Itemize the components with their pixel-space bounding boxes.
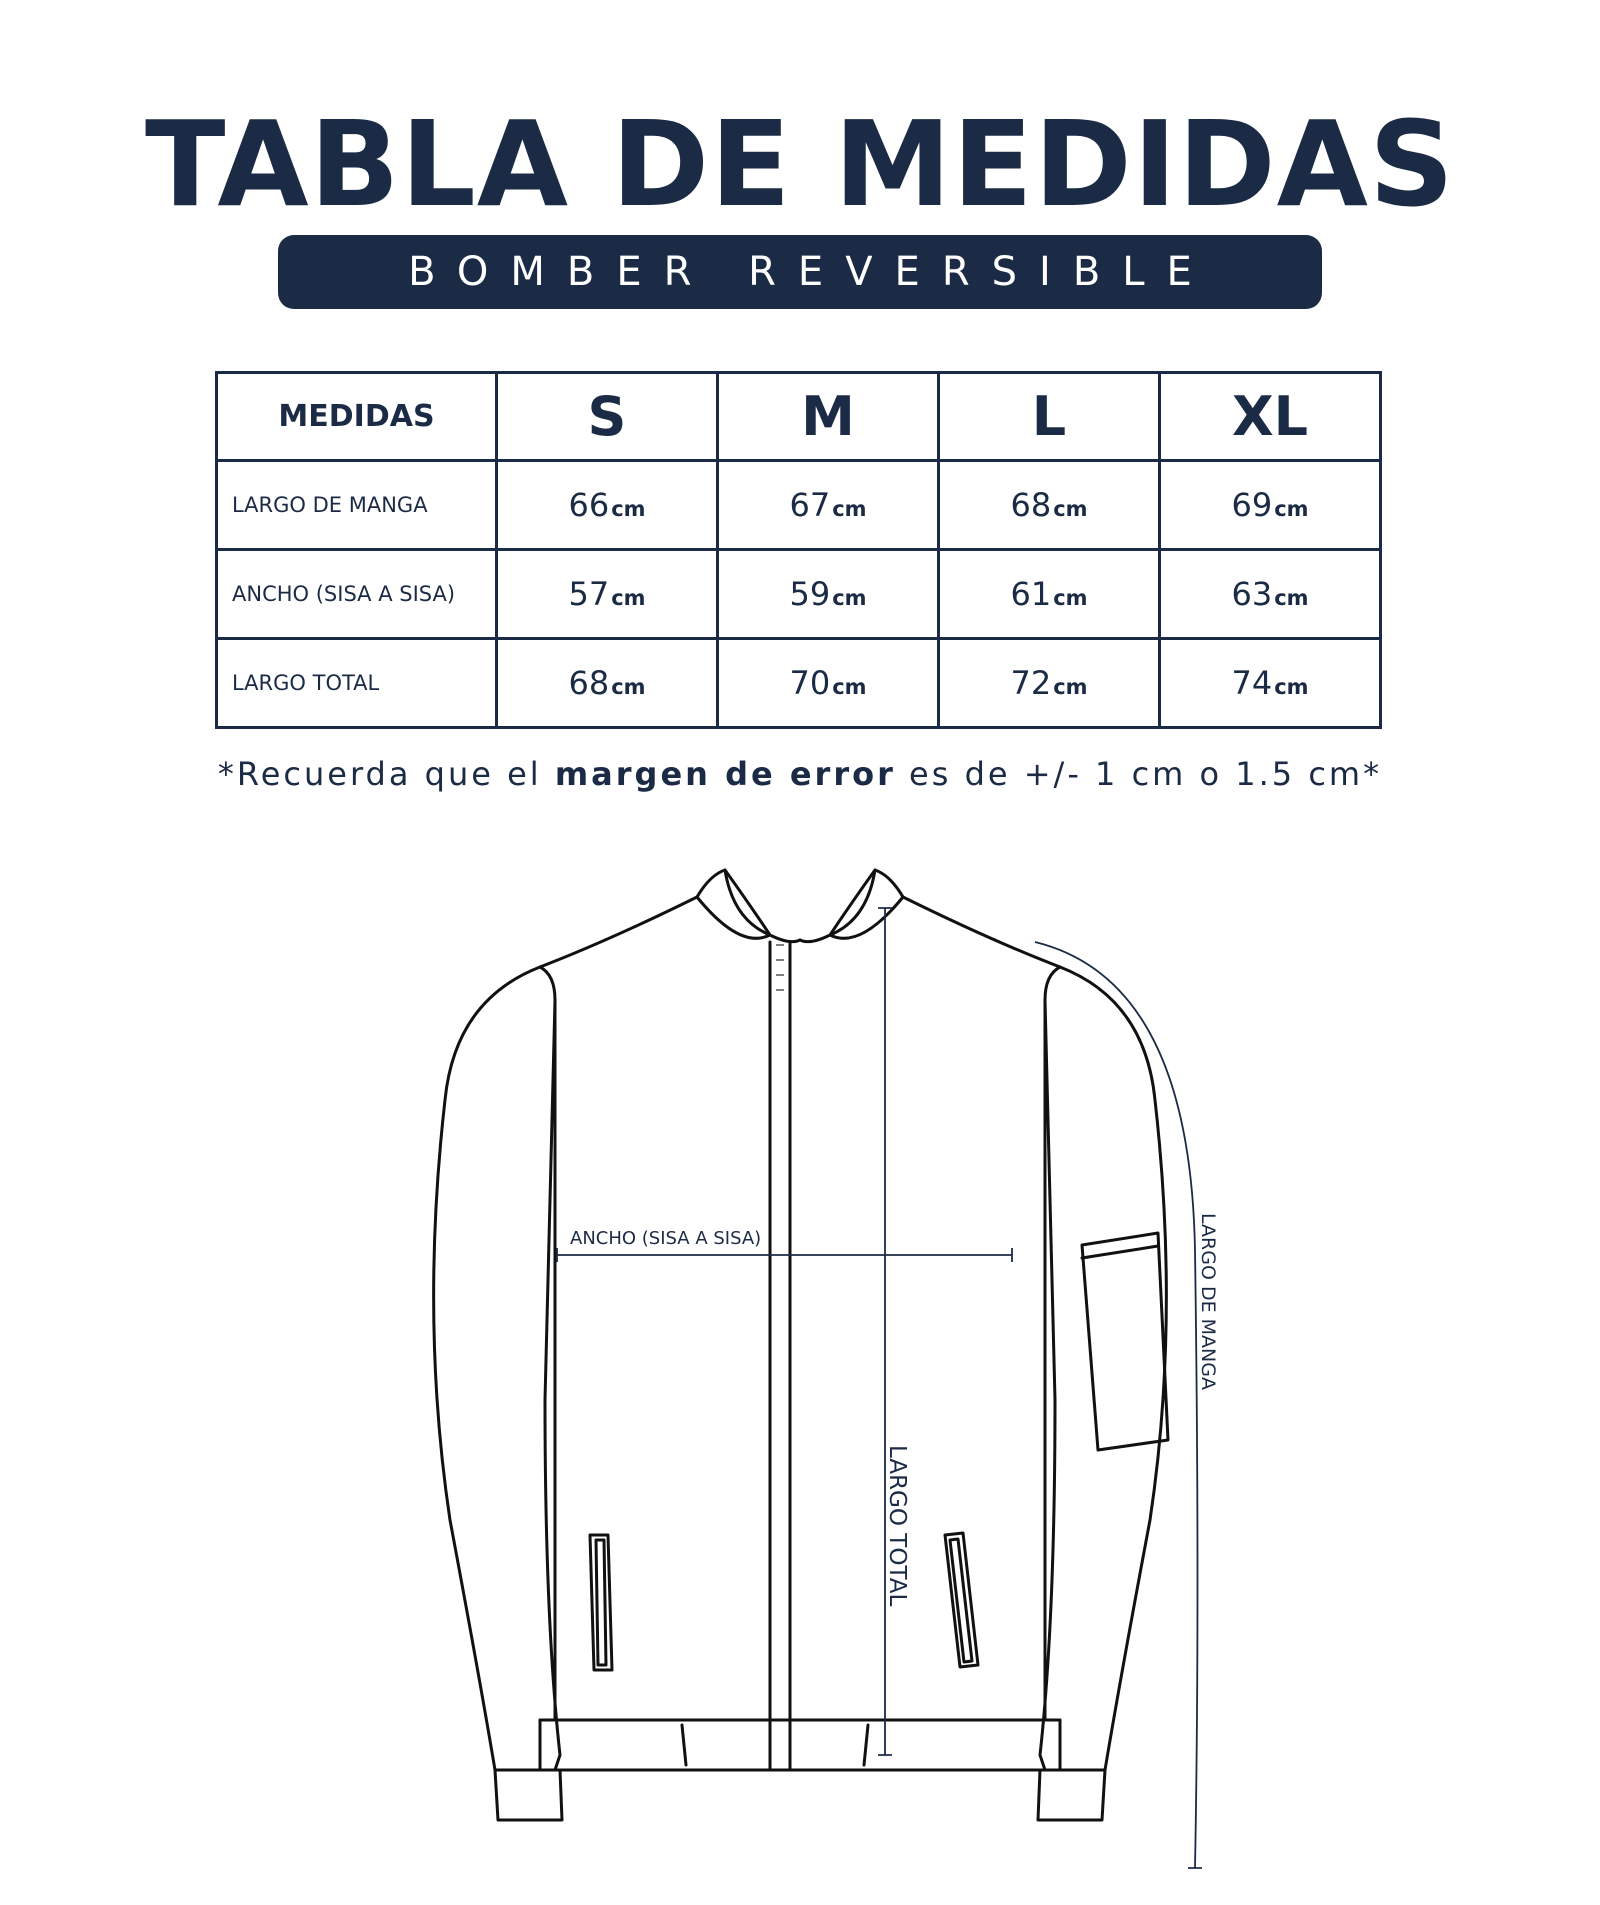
cuff-left: [495, 1770, 562, 1820]
header-label: MEDIDAS: [217, 373, 497, 461]
shoulder-left: [540, 897, 697, 967]
jacket-outline: [434, 870, 1168, 1820]
measure-value: 63: [1231, 575, 1273, 613]
measure-value: 57: [568, 575, 610, 613]
measure-value: 59: [789, 575, 831, 613]
measure-unit: cm: [832, 586, 867, 610]
width-label: ANCHO (SISA A SISA): [570, 1228, 762, 1249]
note-text-end: es de +/- 1 cm o 1.5 cm*: [895, 755, 1383, 793]
measure-unit: cm: [611, 497, 646, 521]
measure-unit: cm: [611, 586, 646, 610]
pocket-right: [945, 1533, 978, 1667]
waistband-stitch: [682, 1725, 868, 1765]
sleeve-right: [1040, 967, 1166, 1770]
note-text-bold: margen de error: [554, 755, 896, 793]
row-label: LARGO DE MANGA: [217, 461, 497, 550]
width-measure-line: [557, 1248, 1012, 1262]
pocket-left: [590, 1535, 612, 1670]
size-header: L: [939, 373, 1160, 461]
collar-left: [697, 870, 800, 942]
measure-value: 69: [1231, 486, 1273, 524]
sleeve-pocket-flap: [1082, 1246, 1158, 1258]
shoulder-right: [903, 897, 1060, 967]
subtitle: BOMBER REVERSIBLE: [408, 249, 1214, 295]
note-text-start: *Recuerda que el: [217, 755, 555, 793]
measure-value: 68: [568, 664, 610, 702]
measure-value: 67: [789, 486, 831, 524]
measure-unit: cm: [832, 497, 867, 521]
length-label: LARGO TOTAL: [884, 1445, 910, 1607]
page-title: TABLA DE MEDIDAS: [145, 95, 1455, 233]
size-header: M: [718, 373, 939, 461]
cuff-right: [1038, 1770, 1105, 1820]
measure-value: 66: [568, 486, 610, 524]
measure-value: 61: [1010, 575, 1052, 613]
row-label: LARGO TOTAL: [217, 639, 497, 728]
measure-lines: [557, 908, 1202, 1868]
measure-value: 74: [1231, 664, 1273, 702]
measure-value: 70: [789, 664, 831, 702]
sleeve-label: LARGO DE MANGA: [1197, 1213, 1219, 1390]
size-header: S: [497, 373, 718, 461]
zipper-teeth: [776, 945, 784, 990]
measure-unit: cm: [611, 675, 646, 699]
sleeve-left: [434, 967, 560, 1770]
length-measure-line: [878, 908, 892, 1755]
waistband: [540, 1720, 1060, 1770]
measure-value: 68: [1010, 486, 1052, 524]
measure-unit: cm: [1053, 497, 1088, 521]
row-label: ANCHO (SISA A SISA): [217, 550, 497, 639]
size-header: XL: [1160, 373, 1381, 461]
measure-unit: cm: [1053, 675, 1088, 699]
measure-value: 72: [1010, 664, 1052, 702]
measure-unit: cm: [1274, 497, 1309, 521]
collar-right: [800, 870, 903, 942]
measure-unit: cm: [1274, 586, 1309, 610]
sleeve-pocket: [1082, 1233, 1168, 1450]
measure-unit: cm: [1053, 586, 1088, 610]
measure-unit: cm: [1274, 675, 1309, 699]
measure-unit: cm: [832, 675, 867, 699]
zipper: [770, 942, 790, 1770]
